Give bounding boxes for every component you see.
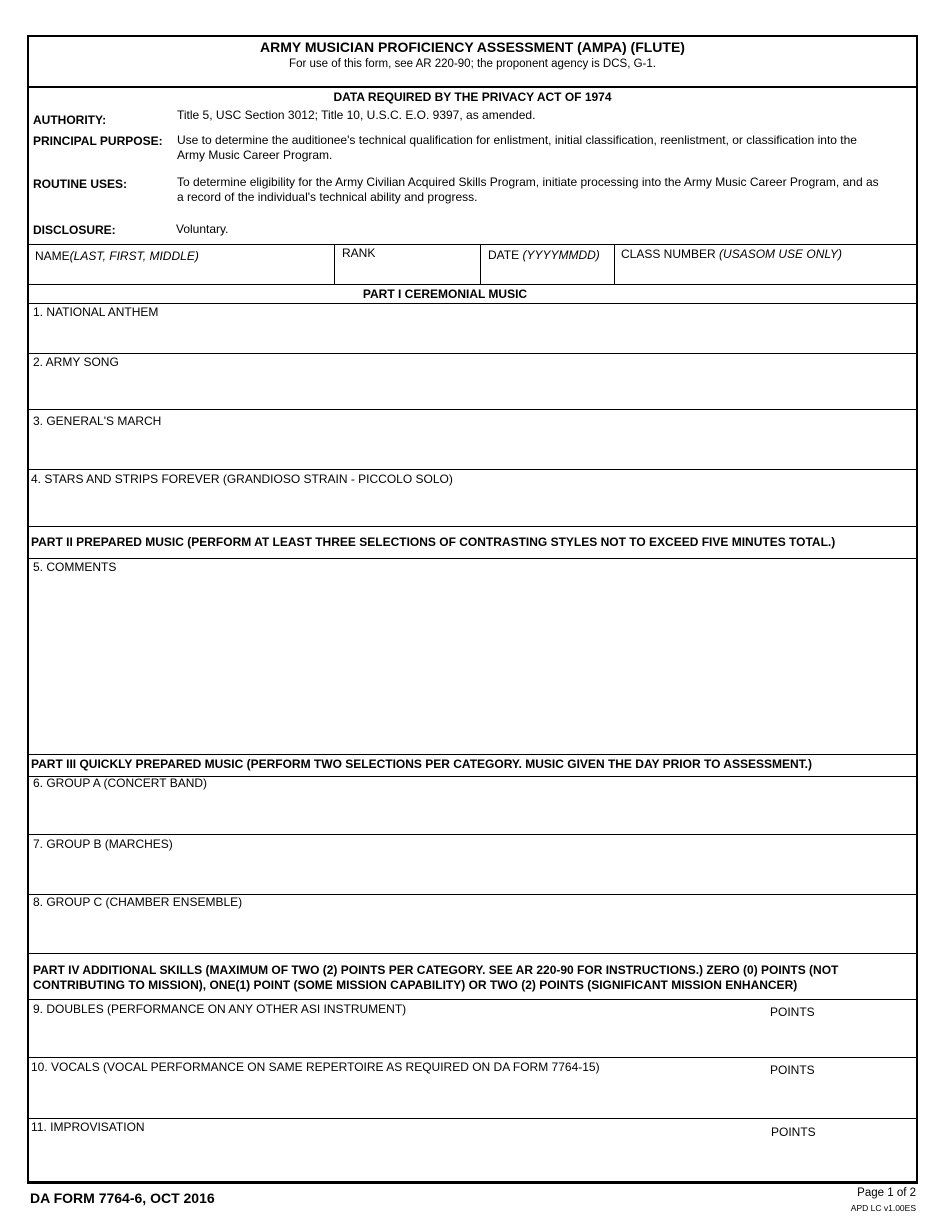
item-stars-stripes-label: 4. STARS AND STRIPS FOREVER (GRANDIOSO STRAIN - PICCOLO SOLO)	[31, 472, 453, 486]
version-label: APD LC v1.00ES	[850, 1203, 916, 1213]
divider	[614, 244, 615, 284]
vocals-input[interactable]	[32, 1078, 762, 1116]
purpose-text-line1: Use to determine the auditionee's technical qualification for enlistment, initial classification, reenlistment, or classification into the	[177, 133, 857, 147]
national-anthem-input[interactable]	[32, 320, 914, 352]
part2-heading: PART II PREPARED MUSIC (PERFORM AT LEAST THREE SELECTIONS OF CONTRASTING STYLES NOT TO EXCEED FIVE MINUTES TOTAL.)	[31, 535, 836, 549]
group-a-input[interactable]	[32, 792, 914, 832]
authority-label: AUTHORITY:	[33, 113, 107, 127]
class-number-input[interactable]	[617, 265, 914, 283]
divider	[29, 754, 916, 755]
group-c-input[interactable]	[32, 911, 914, 951]
name-input[interactable]	[32, 265, 332, 283]
purpose-text-line2: Army Music Career Program.	[177, 148, 333, 162]
group-b-label: 7. GROUP B (MARCHES)	[33, 837, 173, 851]
item-national-anthem-label: 1. NATIONAL ANTHEM	[33, 305, 159, 319]
form-subtitle: For use of this form, see AR 220-90; the proponent agency is DCS, G-1.	[289, 58, 656, 70]
improvisation-points-input[interactable]	[848, 1123, 910, 1137]
divider	[29, 953, 916, 954]
item-generals-march-label: 3. GENERAL'S MARCH	[33, 414, 162, 428]
divider	[29, 834, 916, 835]
name-field-label	[35, 249, 199, 264]
improvisation-input[interactable]	[32, 1140, 762, 1180]
item-army-song-label: 2. ARMY SONG	[33, 355, 119, 369]
divider	[29, 526, 916, 527]
stars-stripes-input[interactable]	[32, 487, 914, 525]
part4-heading-line1: PART IV ADDITIONAL SKILLS (MAXIMUM OF TWO (2) POINTS PER CATEGORY. SEE AR 220-90 FOR INSTRUCTIONS.) ZERO (0) POINTS (NOT	[33, 963, 839, 977]
divider	[480, 244, 481, 284]
vocals-label: 10. VOCALS (VOCAL PERFORMANCE ON SAME REPERTOIRE AS REQUIRED ON DA FORM 7764-15)	[31, 1060, 600, 1074]
class-label: CLASS NUMBER	[621, 247, 716, 261]
divider	[29, 1057, 916, 1058]
part4-heading-line2: CONTRIBUTING TO MISSION), ONE(1) POINT (SOME MISSION CAPABILITY) OR TWO (2) POINTS (SIGNIFICANT MISSION ENHANCER)	[33, 978, 798, 992]
purpose-label: PRINCIPAL PURPOSE:	[33, 134, 163, 148]
page-number: Page 1 of 2	[857, 1187, 916, 1199]
comments-label: 5. COMMENTS	[33, 560, 117, 574]
group-b-input[interactable]	[32, 853, 914, 892]
vocals-points-input[interactable]	[848, 1060, 910, 1074]
date-input[interactable]	[483, 265, 612, 283]
doubles-input[interactable]	[32, 1020, 762, 1054]
class-hint: (USASOM USE ONLY)	[719, 247, 842, 261]
group-c-label: 8. GROUP C (CHAMBER ENSEMBLE)	[33, 895, 243, 909]
doubles-points-input[interactable]	[848, 1002, 910, 1016]
points-label: POINTS	[771, 1125, 816, 1139]
comments-input[interactable]	[32, 576, 914, 752]
points-label: POINTS	[770, 1005, 815, 1019]
divider	[29, 86, 916, 88]
doubles-label: 9. DOUBLES (PERFORMANCE ON ANY OTHER ASI INSTRUMENT)	[33, 1002, 407, 1016]
name-hint: (LAST, FIRST, MIDDLE)	[69, 249, 199, 263]
rank-input[interactable]	[337, 265, 478, 283]
disclosure-text: Voluntary.	[176, 222, 229, 236]
class-field-label	[621, 247, 842, 262]
routine-uses-line1: To determine eligibility for the Army Civilian Acquired Skills Program, initiate processing into the Army Music Career Program, and as	[177, 175, 879, 189]
points-label: POINTS	[770, 1063, 815, 1077]
divider	[29, 284, 916, 285]
date-label: DATE	[488, 248, 520, 262]
divider	[29, 558, 916, 559]
disclosure-label: DISCLOSURE:	[33, 223, 116, 237]
divider	[29, 1118, 916, 1119]
divider	[29, 244, 916, 245]
date-hint: (YYYYMMDD)	[522, 248, 600, 262]
divider	[29, 303, 916, 304]
privacy-heading: DATA REQUIRED BY THE PRIVACY ACT OF 1974	[333, 90, 612, 104]
form-number: DA FORM 7764-6, OCT 2016	[30, 1190, 215, 1206]
group-a-label: 6. GROUP A (CONCERT BAND)	[33, 776, 208, 790]
divider	[29, 469, 916, 470]
routine-uses-label: ROUTINE USES:	[33, 177, 128, 191]
divider	[29, 999, 916, 1000]
improvisation-label: 11. IMPROVISATION	[31, 1120, 145, 1134]
army-song-input[interactable]	[32, 370, 914, 408]
authority-text: Title 5, USC Section 3012; Title 10, U.S.C. E.O. 9397, as amended.	[177, 108, 536, 122]
routine-uses-line2: a record of the individual's technical ability and progress.	[177, 190, 478, 204]
name-label: NAME	[35, 249, 70, 263]
form-title: ARMY MUSICIAN PROFICIENCY ASSESSMENT (AMPA) (FLUTE)	[260, 39, 685, 55]
divider	[29, 353, 916, 354]
part1-heading: PART I CEREMONIAL MUSIC	[362, 287, 528, 301]
rank-label: RANK	[342, 246, 376, 260]
date-field-label	[488, 248, 600, 263]
generals-march-input[interactable]	[32, 430, 914, 468]
part3-heading: PART III QUICKLY PREPARED MUSIC (PERFORM TWO SELECTIONS PER CATEGORY. MUSIC GIVEN THE DAY PRIOR TO ASSESSMENT.)	[31, 757, 812, 771]
divider	[334, 244, 335, 284]
divider	[29, 409, 916, 410]
